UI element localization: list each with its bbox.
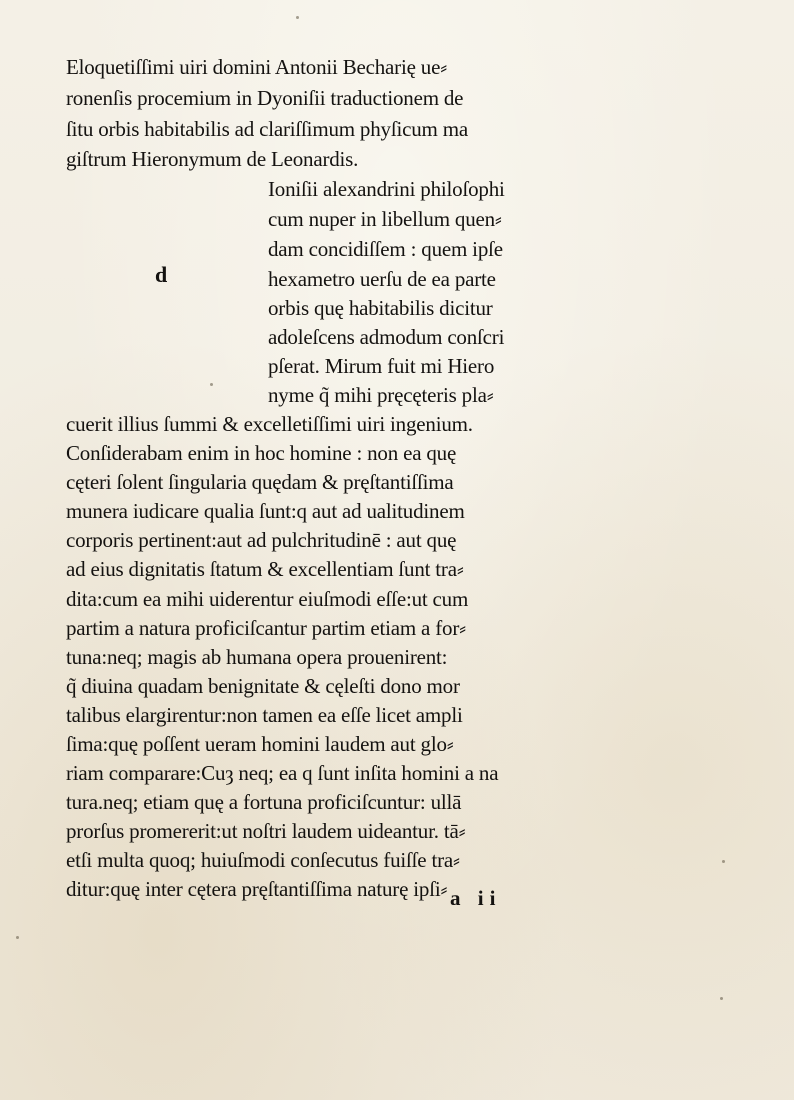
indented-line: adoleſcens admodum conſcri xyxy=(268,325,505,349)
body-line: talibus elargirentur:non tamen ea eſſe licet ampli xyxy=(66,703,463,727)
heading-line: ronenſis procemium in Dyoniſii traductionem de xyxy=(66,86,464,110)
body-line: munera iudicare qualia ſunt:q aut ad ualitudinem xyxy=(66,499,465,523)
indented-line: orbis quę habitabilis dicitur xyxy=(268,296,493,320)
body-line: riam comparare:Cuȝ neq; ea q ſunt inſita homini a na xyxy=(66,761,499,785)
heading-line: ſitu orbis habitabilis ad clariſſimum phyſicum ma xyxy=(66,117,468,141)
body-line: cuerit illius ſummi & excelletiſſimi uiri ingenium. xyxy=(66,412,473,436)
paper-speck xyxy=(16,936,19,939)
paper-speck xyxy=(296,16,299,19)
paper-speck xyxy=(720,997,723,1000)
body-line: tura.neq; etiam quę a fortuna proficiſcuntur: ullā xyxy=(66,790,462,814)
indented-line: nyme q̃ mihi pręcęteris pla⸗ xyxy=(268,383,494,407)
body-line: tuna:neq; magis ab humana opera prouenirent: xyxy=(66,645,448,669)
body-line: ſima:quę poſſent ueram homini laudem aut glo⸗ xyxy=(66,732,454,756)
indented-line: cum nuper in libellum quen⸗ xyxy=(268,207,502,231)
body-line: ad eius dignitatis ſtatum & excellentiam ſunt tra⸗ xyxy=(66,557,464,581)
body-line: corporis pertinent:aut ad pulchritudinē : aut quę xyxy=(66,528,457,552)
guide-letter: d xyxy=(155,262,168,287)
indented-line: hexametro uerſu de ea parte xyxy=(268,267,496,291)
body-line: ditur:quę inter cętera pręſtantiſſima naturę ipſi⸗ xyxy=(66,877,448,901)
body-line: cęteri ſolent ſingularia quędam & pręſtantiſſima xyxy=(66,470,454,494)
body-line: etſi multa quoq; huiuſmodi conſecutus fuiſſe tra⸗ xyxy=(66,848,460,872)
body-line: prorſus promererit:ut noſtri laudem uideantur. tā⸗ xyxy=(66,819,466,843)
indented-line: dam concidiſſem : quem ipſe xyxy=(268,237,503,261)
indented-line: Ioniſii alexandrini philoſophi xyxy=(268,177,505,201)
heading-line: Eloquetiſſimi uiri domini Antonii Becharię ue⸗ xyxy=(66,55,447,79)
body-line: dita:cum ea mihi uiderentur eiuſmodi eſſe:ut cum xyxy=(66,587,469,611)
heading-line: giſtrum Hieronymum de Leonardis. xyxy=(66,147,359,171)
body-line: partim a natura proficiſcantur partim etiam a for⸗ xyxy=(66,616,466,640)
indented-line: pſerat. Mirum fuit mi Hiero xyxy=(268,354,495,378)
paper-speck xyxy=(722,860,725,863)
body-line: q̃ diuina quadam benignitate & cęleſti dono mor xyxy=(66,674,460,698)
signature-mark: a ii xyxy=(450,886,502,910)
body-line: Conſiderabam enim in hoc homine : non ea quę xyxy=(66,441,457,465)
paper-speck xyxy=(210,383,213,386)
